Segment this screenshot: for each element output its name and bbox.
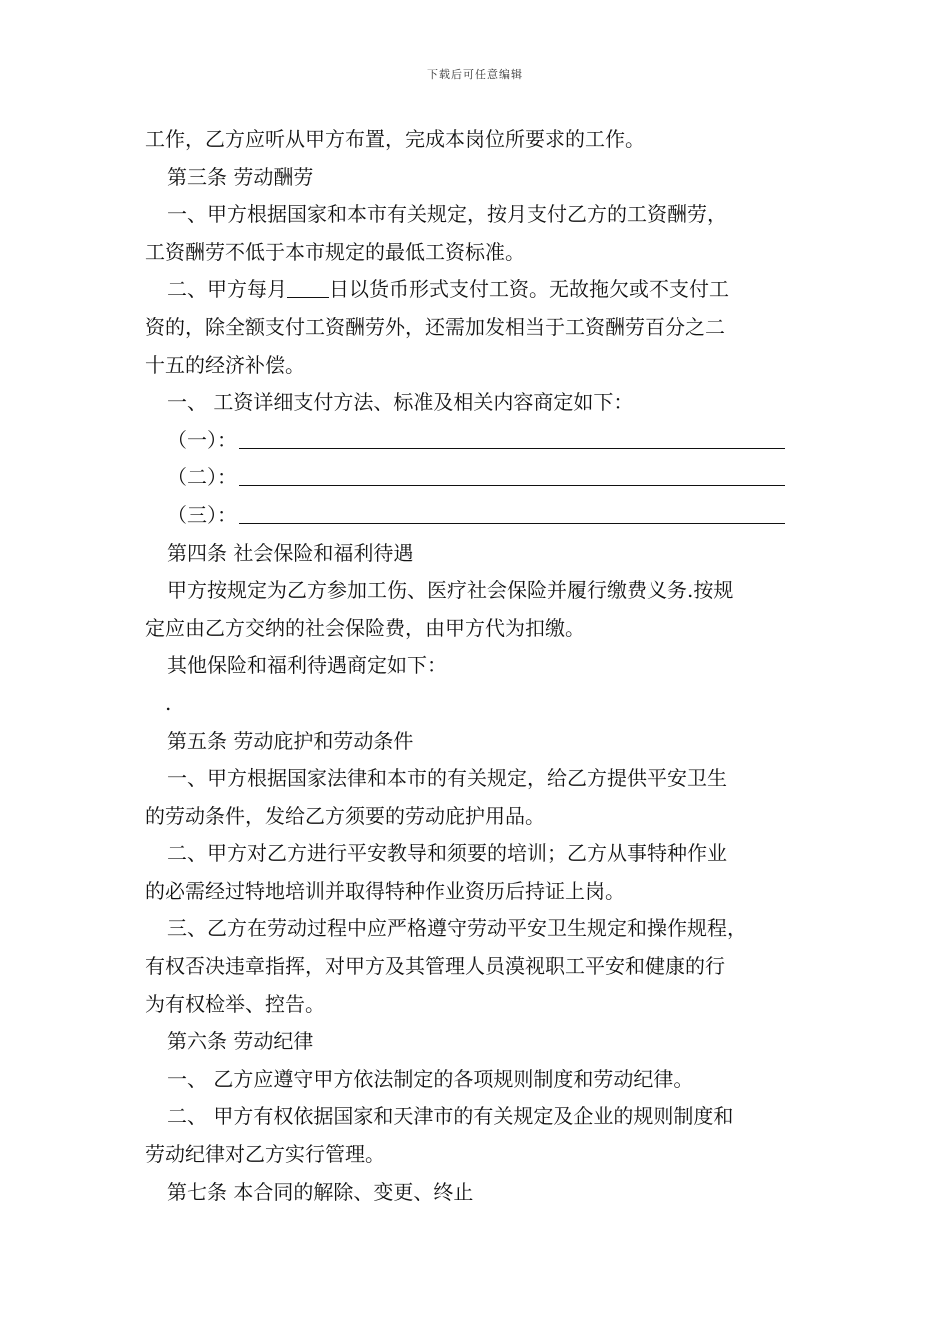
paragraph-line: 三、乙方在劳动过程中应严格遵守劳动平安卫生规定和操作规程，: [167, 916, 747, 941]
article-heading: 第七条 本合同的解除、变更、终止: [167, 1179, 474, 1204]
paragraph-line: 的必需经过特地培训并取得特种作业资历后持证上岗。: [145, 878, 625, 903]
fill-blank[interactable]: [239, 501, 785, 524]
item-label: （二）：: [167, 465, 237, 490]
paragraph-line: 一、 乙方应遵守甲方依法制定的各项规则制度和劳动纪律。: [167, 1066, 694, 1091]
paragraph-line: 一、甲方根据国家法律和本市的有关规定，给乙方提供平安卫生: [167, 766, 727, 791]
paragraph-line: 甲方按规定为乙方参加工伤、医疗社会保险并履行缴费义务.按规: [167, 578, 734, 603]
article-heading: 第三条 劳动酬劳: [167, 164, 314, 189]
page-header: 下载后可任意编辑: [427, 68, 523, 81]
item-label: （一）：: [167, 427, 237, 452]
paragraph-line: 二、 甲方有权依据国家和天津市的有关规定及企业的规则制度和: [167, 1104, 734, 1129]
paragraph-line: 资的，除全额支付工资酬劳外，还需加发相当于工资酬劳百分之二: [145, 314, 725, 339]
placeholder-dot: .: [165, 690, 172, 715]
paragraph-line: 工资酬劳不低于本市规定的最低工资标准。: [145, 239, 525, 264]
item-label: （三）：: [167, 502, 237, 527]
paragraph-line: 一、甲方根据国家和本市有关规定，按月支付乙方的工资酬劳，: [167, 202, 727, 227]
article-heading: 第六条 劳动纪律: [167, 1029, 314, 1054]
paragraph-line: 工作，乙方应听从甲方布置，完成本岗位所要求的工作。: [145, 127, 645, 151]
paragraph-text: 二、甲方每月: [167, 277, 287, 302]
fill-blank[interactable]: [239, 463, 785, 486]
pay-day-blank[interactable]: [287, 275, 329, 298]
paragraph-line: 有权否决违章指挥，对甲方及其管理人员漠视职工平安和健康的行: [145, 954, 725, 979]
article-heading: 第四条 社会保险和福利待遇: [167, 540, 414, 565]
paragraph-line: 一、 工资详细支付方法、标准及相关内容商定如下：: [167, 390, 634, 415]
paragraph-text: 日以货币形式支付工资。无故拖欠或不支付工: [329, 277, 729, 302]
paragraph-line: 劳动纪律对乙方实行管理。: [145, 1142, 385, 1167]
paragraph-line: 十五的经济补偿。: [145, 352, 305, 377]
fill-line-3: [145, 497, 815, 535]
paragraph-line: 其他保险和福利待遇商定如下：: [167, 653, 447, 678]
fill-line-2: [145, 459, 815, 497]
paragraph-line: [145, 271, 815, 309]
paragraph-line: 的劳动条件，发给乙方须要的劳动庇护用品。: [145, 803, 545, 828]
paragraph-line: 为有权检举、控告。: [145, 991, 325, 1016]
paragraph-line: 二、甲方对乙方进行平安教导和须要的培训；乙方从事特种作业: [167, 841, 727, 866]
article-heading: 第五条 劳动庇护和劳动条件: [167, 728, 414, 753]
paragraph-line: 定应由乙方交纳的社会保险费，由甲方代为扣缴。: [145, 615, 585, 640]
fill-line-1: [145, 422, 815, 460]
document-body: [145, 121, 815, 1211]
fill-blank[interactable]: [239, 426, 785, 449]
